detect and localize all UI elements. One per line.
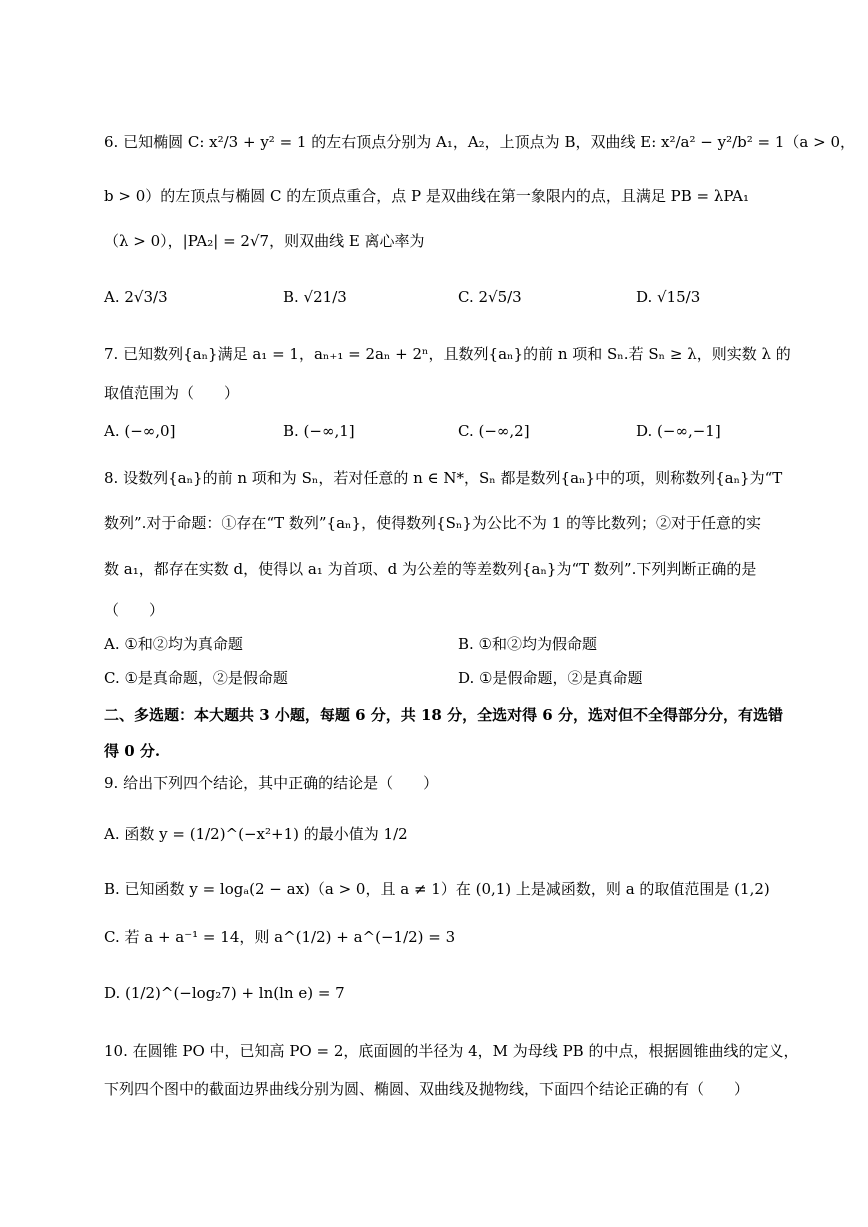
q6-line-1: 6. 已知椭圆 C: x²/3 + y² = 1 的左右顶点分别为 A₁，A₂，上顶点为 B，双曲线 E: x²/a² − y²/b² = 1（a > 0， <box>104 133 855 151</box>
section-2-header-line-1: 二、多选题：本大题共 3 小题，每题 6 分，共 18 分，全选对得 6 分，选对但不全得部分分，有选错 <box>104 706 783 724</box>
q8-line-3: 数 a₁，都存在实数 d，使得以 a₁ 为首项、d 为公差的等差数列{aₙ}为“T 数列”.下列判断正确的是 <box>104 560 757 578</box>
q10-line-2: 下列四个图中的截面边界曲线分别为圆、椭圆、双曲线及抛物线，下面四个结论正确的有（ ） <box>104 1080 750 1098</box>
q7-option-b: B. (−∞,1] <box>283 422 355 440</box>
q6-option-c: C. 2√5/3 <box>458 288 522 306</box>
q8-option-c: C. ①是真命题，②是假命题 <box>104 669 288 687</box>
q6-line-2: b > 0）的左顶点与椭圆 C 的左顶点重合，点 P 是双曲线在第一象限内的点，且满足 PB = λPA₁ <box>104 187 749 205</box>
q7-option-d: D. (−∞,−1] <box>636 422 721 440</box>
q8-line-4: （ ） <box>104 601 165 619</box>
q7-line-1: 7. 已知数列{aₙ}满足 a₁ = 1，aₙ₊₁ = 2aₙ + 2ⁿ，且数列{aₙ}的前 n 项和 Sₙ.若 Sₙ ≥ λ，则实数 λ 的 <box>104 345 791 363</box>
q8-line-1: 8. 设数列{aₙ}的前 n 项和为 Sₙ，若对任意的 n ∈ N*，Sₙ 都是数列{aₙ}中的项，则称数列{aₙ}为“T <box>104 469 783 487</box>
q9-option-c: C. 若 a + a⁻¹ = 14，则 a^(1/2) + a^(−1/2) = 3 <box>104 928 456 946</box>
q9-option-d: D. (1/2)^(−log₂7) + ln(ln e) = 7 <box>104 984 345 1002</box>
q6-option-a: A. 2√3/3 <box>104 288 168 306</box>
q7-option-c: C. (−∞,2] <box>458 422 530 440</box>
section-2-header-line-2: 得 0 分. <box>104 742 161 760</box>
q7-option-a: A. (−∞,0] <box>104 422 176 440</box>
q8-option-d: D. ①是假命题，②是真命题 <box>458 669 643 687</box>
q9-option-a: A. 函数 y = (1/2)^(−x²+1) 的最小值为 1/2 <box>104 825 408 843</box>
q8-option-b: B. ①和②均为假命题 <box>458 635 598 653</box>
q6-option-d: D. √15/3 <box>636 288 701 306</box>
q9-option-b: B. 已知函数 y = logₐ(2 − ax)（a > 0，且 a ≠ 1）在 (0,1) 上是减函数，则 a 的取值范围是 (1,2) <box>104 880 770 898</box>
q6-line-3: （λ > 0），|PA₂| = 2√7，则双曲线 E 离心率为 <box>104 232 425 250</box>
q8-line-2: 数列”.对于命题：①存在“T 数列”{aₙ}，使得数列{Sₙ}为公比不为 1 的等比数列；②对于任意的实 <box>104 514 762 532</box>
q6-option-b: B. √21/3 <box>283 288 347 306</box>
q7-line-2: 取值范围为（ ） <box>104 384 240 402</box>
q10-line-1: 10. 在圆锥 PO 中，已知高 PO = 2，底面圆的半径为 4，M 为母线 PB 的中点，根据圆锥曲线的定义， <box>104 1042 799 1060</box>
q9-stem: 9. 给出下列四个结论，其中正确的结论是（ ） <box>104 774 439 792</box>
q8-option-a: A. ①和②均为真命题 <box>104 635 243 653</box>
